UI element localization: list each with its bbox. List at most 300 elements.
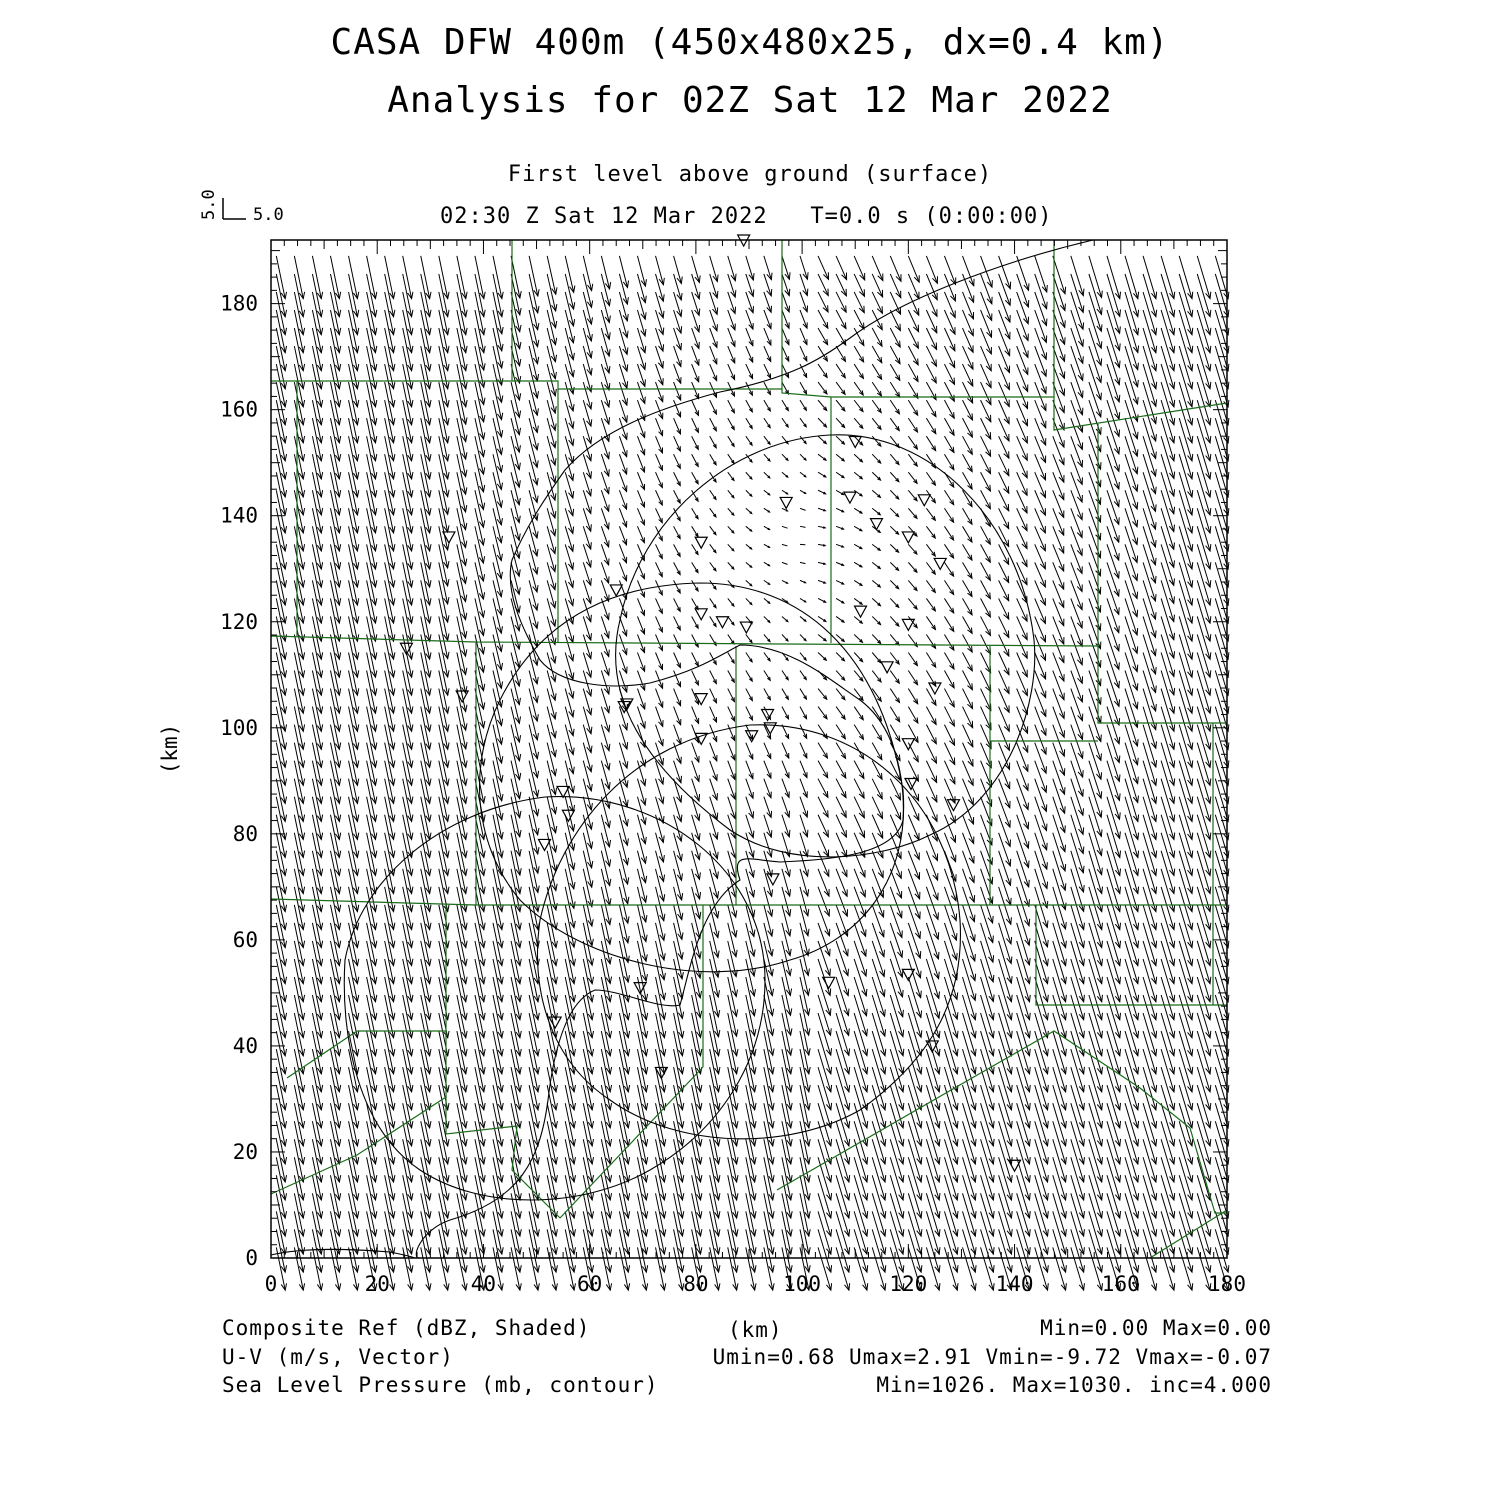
wind-vector bbox=[601, 815, 610, 847]
wind-vector bbox=[908, 887, 920, 919]
wind-vector bbox=[800, 256, 808, 279]
wind-vector bbox=[800, 725, 807, 739]
wind-vector bbox=[908, 418, 917, 432]
wind-vector bbox=[854, 634, 862, 642]
wind-vector bbox=[728, 400, 735, 413]
wind-vector bbox=[493, 526, 502, 560]
station-marker bbox=[855, 606, 867, 617]
wind-vector bbox=[854, 761, 864, 779]
wind-vector bbox=[1071, 671, 1083, 702]
wind-vector bbox=[963, 418, 973, 437]
wind-vector bbox=[1053, 797, 1066, 833]
wind-vector bbox=[782, 959, 792, 995]
wind-vector bbox=[818, 761, 828, 778]
wind-vector bbox=[890, 797, 900, 820]
chart-subtitle: Analysis for 02Z Sat 12 Mar 2022 bbox=[387, 80, 1113, 121]
wind-vector bbox=[981, 671, 991, 692]
wind-vector bbox=[800, 815, 808, 837]
wind-vector bbox=[511, 616, 520, 649]
wind-vector bbox=[710, 418, 717, 431]
wind-vector bbox=[656, 869, 665, 901]
wind-vector bbox=[1089, 454, 1101, 486]
wind-vector bbox=[981, 923, 994, 962]
wind-vector bbox=[1071, 490, 1082, 519]
wind-vector bbox=[493, 580, 502, 615]
wind-vector bbox=[619, 544, 626, 562]
wind-vector bbox=[710, 346, 717, 364]
wind-vector bbox=[854, 977, 867, 1016]
wind-vector bbox=[1071, 689, 1083, 721]
wind-vector bbox=[782, 400, 788, 410]
wind-vector bbox=[1035, 310, 1047, 342]
station-marker bbox=[695, 537, 707, 548]
wind-vector bbox=[926, 725, 936, 744]
wind-vector bbox=[746, 905, 755, 937]
y-tick-label: 100 bbox=[220, 715, 258, 740]
wind-vector bbox=[836, 995, 849, 1035]
wind-vector bbox=[656, 544, 663, 558]
wind-vector bbox=[674, 400, 681, 417]
wind-vector bbox=[944, 490, 953, 504]
wind-vector bbox=[565, 310, 574, 343]
wind-vector bbox=[746, 490, 752, 496]
wind-vector bbox=[818, 815, 828, 837]
wind-vector bbox=[854, 472, 862, 479]
wind-vector bbox=[1035, 743, 1047, 774]
wind-vector bbox=[836, 310, 846, 329]
wind-vector bbox=[908, 598, 917, 609]
wind-vector bbox=[637, 851, 646, 883]
wind-vector bbox=[944, 400, 954, 418]
wind-vector bbox=[746, 923, 755, 956]
wind-vector bbox=[1125, 562, 1138, 598]
wind-vector bbox=[330, 256, 340, 299]
wind-vector bbox=[854, 382, 863, 395]
wind-vector bbox=[999, 797, 1011, 827]
wind-vector bbox=[836, 689, 845, 700]
wind-vector bbox=[963, 436, 973, 454]
wind-vector bbox=[1107, 598, 1119, 632]
wind-vector bbox=[746, 634, 752, 642]
wind-vector bbox=[547, 256, 557, 294]
wind-vector bbox=[890, 544, 898, 552]
wind-vector bbox=[854, 454, 862, 462]
wind-vector bbox=[908, 905, 920, 938]
wind-vector bbox=[981, 689, 991, 711]
wind-vector bbox=[728, 526, 734, 533]
wind-vector bbox=[944, 598, 953, 612]
wind-vector bbox=[764, 346, 771, 361]
wind-vector bbox=[601, 544, 609, 565]
wind-vector bbox=[637, 418, 644, 437]
wind-vector bbox=[710, 436, 717, 448]
wind-vector bbox=[1035, 815, 1047, 850]
wind-vector bbox=[1107, 418, 1120, 454]
wind-vector bbox=[963, 256, 975, 286]
wind-vector bbox=[818, 653, 826, 661]
wind-vector bbox=[782, 761, 789, 778]
wind-vector bbox=[963, 941, 976, 981]
wind-vector bbox=[854, 598, 862, 604]
wind-vector bbox=[926, 779, 936, 802]
wind-vector bbox=[619, 851, 628, 884]
wind-vector bbox=[1035, 274, 1047, 309]
wind-vector bbox=[800, 454, 806, 460]
wind-vector bbox=[1089, 382, 1101, 417]
wind-vector bbox=[872, 454, 880, 463]
vector-key-u-label: 5.0 bbox=[253, 205, 284, 225]
wind-vector bbox=[999, 851, 1011, 886]
wind-vector bbox=[728, 725, 735, 741]
wind-vector bbox=[1017, 797, 1029, 829]
wind-vector bbox=[692, 779, 700, 801]
wind-vector bbox=[1107, 256, 1121, 299]
wind-vector bbox=[547, 743, 556, 776]
wind-vector bbox=[746, 671, 752, 682]
wind-vector bbox=[836, 653, 844, 661]
wind-vector bbox=[1017, 761, 1029, 791]
wind-vector bbox=[692, 743, 699, 762]
wind-vector bbox=[746, 436, 752, 445]
wind-vector bbox=[1089, 634, 1101, 667]
wind-vector bbox=[728, 743, 735, 760]
wind-vector bbox=[854, 941, 866, 976]
wind-vector bbox=[981, 598, 991, 617]
wind-vector bbox=[836, 671, 845, 681]
wind-vector bbox=[710, 959, 720, 997]
wind-vector bbox=[782, 815, 790, 837]
wind-vector bbox=[800, 689, 806, 700]
x-tick-label: 100 bbox=[783, 1272, 822, 1296]
wind-vector bbox=[529, 526, 538, 556]
wind-vector bbox=[1071, 797, 1084, 835]
wind-vector bbox=[1071, 634, 1083, 664]
wind-vector bbox=[926, 472, 935, 485]
wind-vector bbox=[944, 671, 954, 688]
wind-vector bbox=[457, 256, 467, 299]
wind-vector bbox=[511, 454, 520, 487]
wind-vector bbox=[836, 977, 849, 1016]
wind-vector bbox=[1071, 653, 1083, 684]
wind-vector bbox=[872, 328, 882, 346]
wind-vector bbox=[511, 508, 520, 540]
wind-vector bbox=[656, 598, 663, 613]
wind-vector bbox=[1125, 671, 1138, 709]
wind-vector bbox=[764, 400, 770, 411]
wind-vector bbox=[782, 544, 788, 546]
wind-vector bbox=[1053, 689, 1065, 719]
wind-vector bbox=[963, 905, 976, 941]
wind-vector bbox=[1107, 472, 1119, 506]
wind-vector bbox=[963, 671, 973, 690]
wind-vector bbox=[890, 977, 903, 1017]
wind-vector bbox=[1125, 634, 1138, 671]
y-tick-label: 60 bbox=[232, 927, 258, 952]
wind-vector bbox=[637, 671, 644, 691]
wind-vector bbox=[908, 328, 918, 348]
wind-vector bbox=[818, 634, 826, 640]
station-marker bbox=[762, 710, 774, 721]
wind-vector bbox=[944, 941, 957, 980]
wind-vector bbox=[637, 436, 644, 455]
wind-vector bbox=[872, 382, 881, 396]
wind-vector bbox=[1107, 526, 1119, 560]
station-marker bbox=[716, 617, 728, 628]
wind-vector bbox=[692, 598, 698, 609]
wind-vector bbox=[963, 689, 973, 709]
wind-vector bbox=[728, 364, 735, 379]
wind-vector bbox=[1035, 779, 1047, 812]
wind-vector bbox=[890, 580, 898, 588]
wind-vector bbox=[674, 526, 681, 538]
wind-vector bbox=[511, 436, 520, 469]
wind-vector bbox=[692, 634, 699, 647]
wind-vector bbox=[818, 580, 825, 583]
wind-vector bbox=[800, 671, 806, 680]
wind-vector bbox=[1071, 562, 1082, 591]
wind-vector bbox=[963, 598, 973, 614]
wind-vector bbox=[800, 346, 807, 361]
wind-vector bbox=[1089, 490, 1101, 522]
wind-vector bbox=[981, 851, 993, 884]
wind-vector bbox=[529, 472, 538, 502]
wind-vector bbox=[511, 598, 520, 630]
wind-vector bbox=[710, 364, 717, 381]
wind-vector bbox=[764, 562, 770, 565]
wind-vector bbox=[818, 598, 826, 602]
wind-vector bbox=[926, 544, 935, 556]
wind-vector bbox=[637, 454, 644, 472]
wind-vector bbox=[1071, 418, 1083, 449]
wind-vector bbox=[764, 797, 772, 818]
wind-vector bbox=[637, 707, 645, 729]
wind-vector bbox=[1125, 490, 1138, 526]
wind-vector bbox=[493, 562, 502, 596]
wind-vector bbox=[981, 292, 992, 321]
x-axis-label: (km) bbox=[728, 1318, 783, 1342]
wind-vector bbox=[674, 382, 681, 400]
wind-vector bbox=[764, 905, 773, 936]
wind-vector bbox=[836, 959, 849, 996]
wind-vector bbox=[1107, 580, 1119, 614]
y-axis-label: (km) bbox=[158, 723, 182, 775]
wind-vector bbox=[872, 490, 880, 497]
wind-vector bbox=[872, 436, 881, 446]
wind-vector bbox=[926, 887, 938, 920]
wind-vector bbox=[818, 436, 826, 443]
wind-vector bbox=[1089, 526, 1101, 557]
wind-vector bbox=[746, 959, 756, 996]
wind-vector bbox=[493, 544, 502, 578]
wind-vector bbox=[583, 851, 593, 887]
wind-vector bbox=[674, 364, 681, 383]
y-tick-label: 120 bbox=[220, 609, 258, 634]
wind-vector bbox=[764, 454, 770, 461]
wind-vector bbox=[511, 472, 520, 505]
wind-vector bbox=[547, 400, 556, 430]
wind-vector bbox=[782, 923, 791, 956]
wind-vector bbox=[926, 707, 936, 725]
wind-vector bbox=[890, 526, 898, 534]
wind-vector bbox=[710, 400, 717, 414]
wind-vector bbox=[583, 310, 592, 341]
wind-vector bbox=[764, 328, 771, 345]
wind-vector bbox=[944, 707, 954, 726]
wind-vector bbox=[764, 815, 772, 837]
wind-vector bbox=[583, 761, 592, 791]
wind-vector bbox=[782, 707, 789, 719]
wind-vector bbox=[963, 382, 973, 403]
wind-vector bbox=[890, 941, 903, 977]
wind-vector bbox=[872, 923, 884, 957]
wind-vector bbox=[944, 256, 955, 285]
wind-vector bbox=[312, 256, 322, 299]
wind-vector bbox=[493, 616, 502, 651]
wind-vector bbox=[890, 671, 899, 684]
wind-vector bbox=[1035, 346, 1047, 376]
wind-vector bbox=[656, 923, 666, 960]
wind-vector bbox=[529, 400, 538, 432]
wind-vector bbox=[1071, 616, 1083, 646]
wind-vector bbox=[800, 653, 806, 661]
wind-vector bbox=[656, 400, 663, 419]
wind-vector bbox=[836, 779, 846, 798]
wind-vector bbox=[999, 815, 1011, 847]
wind-vector bbox=[890, 869, 901, 898]
wind-vector bbox=[1017, 292, 1029, 324]
wind-vector bbox=[836, 887, 847, 916]
wind-vector bbox=[565, 346, 574, 377]
wind-vector bbox=[637, 869, 646, 903]
wind-vector bbox=[1089, 292, 1102, 331]
wind-vector bbox=[656, 508, 663, 522]
wind-vector bbox=[1017, 815, 1029, 848]
wind-vector bbox=[692, 707, 699, 724]
wind-vector bbox=[1125, 544, 1138, 580]
wind-vector bbox=[746, 418, 752, 428]
wind-vector bbox=[981, 634, 991, 654]
wind-vector bbox=[872, 346, 882, 363]
wind-vector bbox=[890, 923, 902, 957]
wind-vector bbox=[692, 689, 699, 705]
wind-vector bbox=[710, 562, 716, 570]
wind-vector bbox=[782, 364, 789, 377]
wind-vector bbox=[1071, 815, 1084, 854]
wind-vector bbox=[1197, 256, 1211, 299]
wind-vector bbox=[890, 598, 898, 607]
wind-vector bbox=[746, 598, 752, 604]
wind-vector bbox=[764, 472, 770, 478]
wind-vector bbox=[854, 562, 862, 567]
wind-vector bbox=[944, 418, 954, 435]
wind-vector bbox=[908, 653, 917, 666]
wind-vectors bbox=[276, 256, 1229, 1290]
wind-vector bbox=[746, 562, 752, 567]
x-axis-tick-labels bbox=[265, 1272, 1246, 1296]
wind-vector bbox=[999, 508, 1009, 528]
wind-vector bbox=[926, 941, 939, 979]
wind-vector bbox=[529, 382, 538, 415]
wind-vector bbox=[565, 725, 574, 755]
wind-vector bbox=[710, 508, 716, 517]
wind-vector bbox=[963, 616, 973, 633]
wind-vector bbox=[619, 833, 628, 865]
wind-vector bbox=[710, 671, 717, 684]
wind-vector bbox=[872, 779, 882, 799]
x-tick-label: 60 bbox=[577, 1272, 603, 1296]
wind-vector bbox=[637, 616, 644, 633]
wind-vector bbox=[800, 616, 806, 621]
wind-vector bbox=[944, 508, 953, 522]
legend-wind-stats: Umin=0.68 Umax=2.91 Vmin=-9.72 Vmax=-0.07 bbox=[712, 1345, 1272, 1369]
wind-vector bbox=[782, 779, 789, 798]
wind-vector bbox=[926, 634, 935, 648]
wind-vector bbox=[854, 400, 863, 411]
wind-vector bbox=[800, 779, 807, 798]
wind-vector bbox=[1071, 544, 1082, 573]
wind-vector bbox=[656, 562, 663, 576]
wind-vector bbox=[999, 905, 1012, 944]
wind-vector bbox=[692, 544, 698, 554]
wind-vector bbox=[782, 689, 788, 700]
wind-vector bbox=[656, 689, 663, 708]
wind-vector bbox=[1071, 598, 1082, 628]
wind-vector bbox=[656, 454, 663, 470]
wind-vector bbox=[493, 256, 503, 299]
wind-vector bbox=[818, 454, 826, 460]
wind-vector bbox=[1071, 382, 1083, 415]
wind-vector bbox=[764, 689, 770, 700]
wind-vector bbox=[710, 743, 717, 761]
wind-vector bbox=[782, 580, 788, 583]
wind-vector bbox=[493, 634, 503, 669]
y-tick-label: 160 bbox=[220, 397, 258, 422]
wind-vector bbox=[908, 977, 921, 1017]
wind-vector bbox=[872, 634, 881, 643]
wind-vector bbox=[529, 544, 538, 574]
wind-vector bbox=[908, 436, 917, 449]
wind-vector bbox=[728, 707, 735, 721]
wind-vector bbox=[547, 671, 556, 701]
wind-vector bbox=[349, 256, 359, 299]
wind-vector bbox=[656, 256, 665, 285]
wind-vector bbox=[908, 580, 917, 590]
wind-vector bbox=[999, 580, 1009, 600]
wind-vector bbox=[674, 562, 681, 574]
wind-vector bbox=[926, 959, 939, 998]
wind-vector bbox=[637, 526, 644, 542]
wind-vector bbox=[601, 580, 609, 601]
wind-vector bbox=[872, 400, 881, 412]
wind-vector bbox=[728, 454, 734, 463]
wind-vector bbox=[926, 761, 936, 783]
wind-vector bbox=[1071, 364, 1083, 397]
wind-vector bbox=[963, 851, 975, 883]
wind-vector bbox=[728, 653, 734, 664]
wind-vector bbox=[1107, 436, 1119, 471]
wind-vector bbox=[872, 544, 880, 550]
wind-vector bbox=[728, 436, 734, 446]
wind-vector bbox=[836, 346, 845, 361]
wind-vector bbox=[818, 328, 828, 345]
wind-vector bbox=[674, 454, 681, 468]
wind-vector bbox=[637, 490, 644, 507]
wind-vector bbox=[565, 328, 574, 360]
station-marker bbox=[767, 874, 779, 885]
wind-vector bbox=[872, 725, 881, 741]
wind-vector bbox=[981, 472, 991, 491]
wind-vector bbox=[674, 923, 684, 959]
